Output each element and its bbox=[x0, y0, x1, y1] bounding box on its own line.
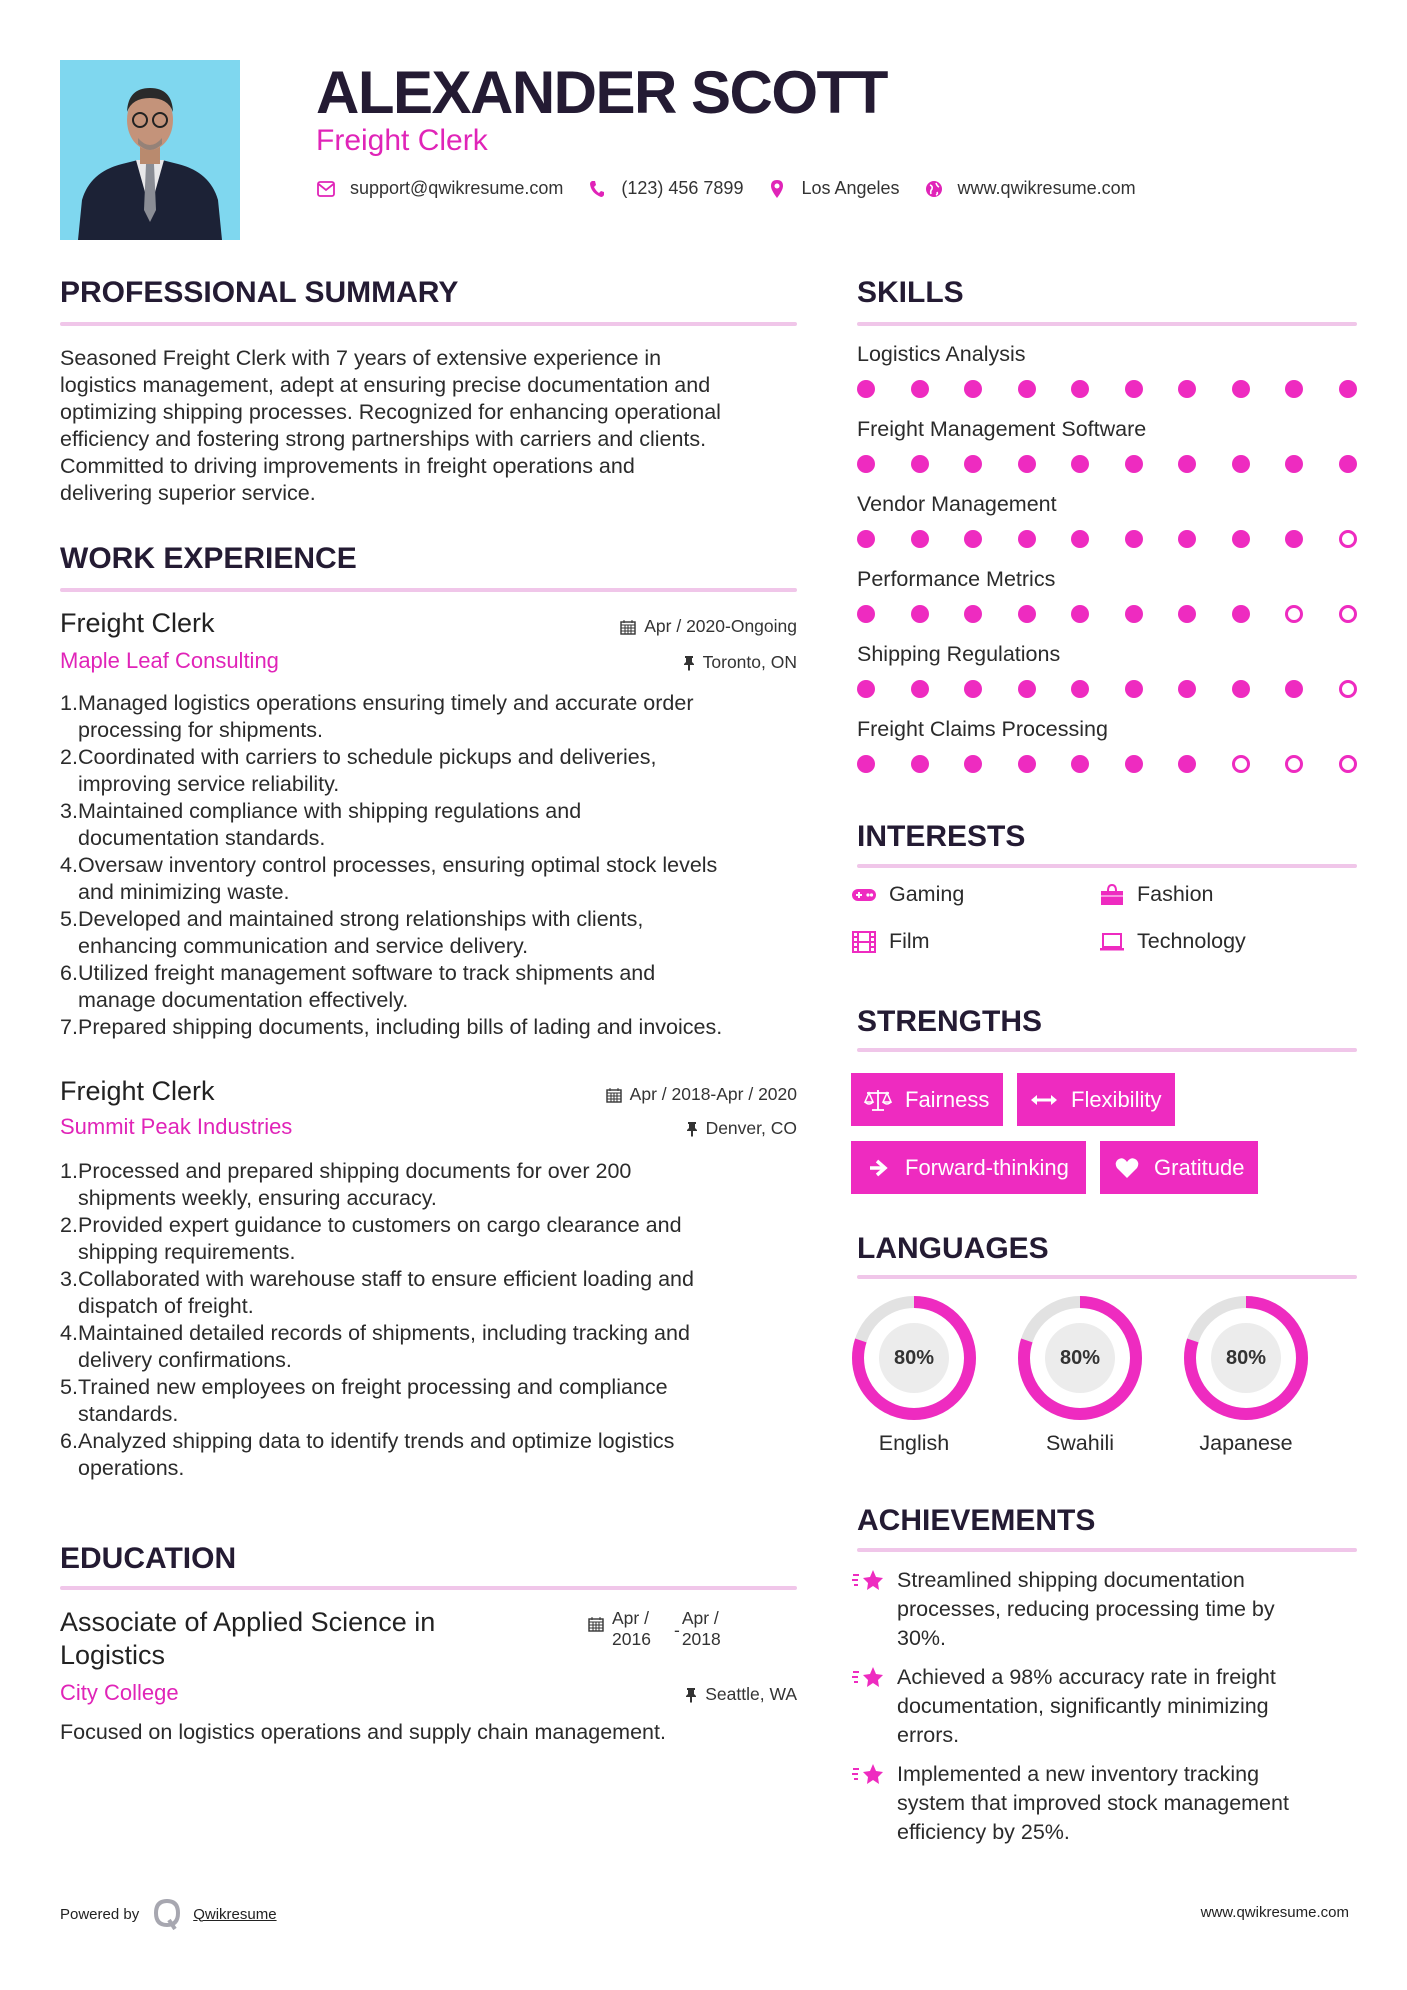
achievement-item: Streamlined shipping documentation processes, reducing processing time by 30%. bbox=[851, 1566, 1361, 1653]
rating-dot-filled bbox=[1232, 530, 1250, 548]
rating-dot-filled bbox=[857, 605, 875, 623]
strength-label: Fairness bbox=[905, 1086, 990, 1112]
strength-fairness bbox=[851, 1073, 1003, 1126]
rating-dot-filled bbox=[1232, 455, 1250, 473]
powered-by-label: Powered by bbox=[60, 1905, 140, 1923]
progress-ring bbox=[851, 1295, 977, 1421]
rating-dot-filled bbox=[1285, 530, 1303, 548]
rating-dot-filled bbox=[857, 455, 875, 473]
qwikresume-link[interactable]: Qwikresume bbox=[193, 1905, 277, 1923]
job-dates-text: Apr / 2020-Ongoing bbox=[644, 616, 797, 636]
skill-rating bbox=[857, 380, 1357, 398]
list-item: 7. Prepared shipping documents, including bills of lading and invoices. bbox=[60, 1015, 723, 1039]
skill-row bbox=[857, 642, 1357, 717]
company-name: Summit Peak Industries bbox=[60, 1114, 293, 1139]
rating-dot-filled bbox=[911, 605, 929, 623]
skill-row bbox=[857, 492, 1357, 567]
rating-dot-filled bbox=[1125, 755, 1143, 773]
footer-powered-by bbox=[60, 1898, 277, 1930]
location-text: Los Angeles bbox=[801, 178, 900, 198]
strength-label: Forward-thinking bbox=[905, 1154, 1069, 1180]
gamepad-icon bbox=[851, 884, 877, 906]
envelope-icon bbox=[316, 179, 336, 199]
interest-fashion bbox=[1099, 882, 1214, 907]
arrow-right-icon bbox=[863, 1157, 893, 1179]
skill-rating bbox=[857, 680, 1357, 698]
job-location bbox=[60, 1118, 797, 1139]
list-item: 4. Maintained detailed records of shipments, including tracking and delivery confirmations. bbox=[60, 1321, 690, 1372]
rating-dot-filled bbox=[964, 455, 982, 473]
section-title-interests: INTERESTS bbox=[857, 820, 1026, 853]
job-dates bbox=[60, 1084, 797, 1105]
rating-dot-filled bbox=[1125, 380, 1143, 398]
language-name: Swahili bbox=[1045, 1431, 1115, 1455]
rating-dot-filled bbox=[1339, 380, 1357, 398]
rating-dot-filled bbox=[1018, 680, 1036, 698]
education-dates bbox=[588, 1608, 721, 1650]
list-item: 5. Developed and maintained strong relationships with clients, enhancing communication and service delivery. bbox=[60, 907, 644, 958]
laptop-icon bbox=[1099, 931, 1125, 953]
job-bullets bbox=[60, 690, 797, 1041]
rating-dot-filled bbox=[964, 755, 982, 773]
rating-dot-filled bbox=[1178, 380, 1196, 398]
language-item bbox=[1017, 1295, 1143, 1456]
qwikresume-logo-icon bbox=[153, 1898, 181, 1930]
rating-dot-filled bbox=[911, 755, 929, 773]
candidate-name: ALEXANDER SCOTT bbox=[316, 59, 887, 126]
rating-dot-filled bbox=[1071, 530, 1089, 548]
rating-dot-filled bbox=[1232, 680, 1250, 698]
languages-list bbox=[851, 1295, 1309, 1456]
language-item bbox=[1183, 1295, 1309, 1456]
summary-line: efficiency and fostering strong partnerships with carriers and clients. bbox=[60, 427, 707, 451]
list-item: 6. Utilized freight management software to track shipments and manage documentation effectively. bbox=[60, 961, 656, 1012]
film-icon bbox=[851, 931, 877, 953]
section-divider bbox=[60, 1586, 797, 1590]
summary-text bbox=[60, 345, 797, 507]
interest-label: Film bbox=[889, 929, 930, 953]
skill-rating bbox=[857, 605, 1357, 623]
website-text: www.qwikresume.com bbox=[957, 178, 1136, 198]
education-end: Apr / 2018 bbox=[681, 1608, 721, 1649]
heart-icon bbox=[1112, 1157, 1142, 1179]
star-icon bbox=[851, 1663, 885, 1693]
achievement-item: Achieved a 98% accuracy rate in freight documentation, significantly minimizing errors. bbox=[851, 1663, 1361, 1750]
interest-gaming bbox=[851, 882, 964, 907]
calendar-icon bbox=[606, 1087, 622, 1103]
skill-row bbox=[857, 567, 1357, 642]
section-title-experience: WORK EXPERIENCE bbox=[60, 542, 357, 575]
language-item bbox=[851, 1295, 977, 1456]
section-title-summary: PROFESSIONAL SUMMARY bbox=[60, 276, 459, 309]
rating-dot-filled bbox=[1018, 605, 1036, 623]
section-divider bbox=[857, 1048, 1357, 1052]
summary-line: delivering superior service. bbox=[60, 481, 316, 505]
rating-dot-filled bbox=[1339, 455, 1357, 473]
progress-ring bbox=[1183, 1295, 1309, 1421]
rating-dot-filled bbox=[911, 680, 929, 698]
star-icon bbox=[851, 1760, 885, 1790]
rating-dot-filled bbox=[1178, 605, 1196, 623]
strength-label: Flexibility bbox=[1071, 1086, 1162, 1112]
footer-website[interactable]: www.qwikresume.com bbox=[1200, 1904, 1349, 1921]
rating-dot-empty bbox=[1285, 755, 1303, 773]
language-percent: 80% bbox=[1045, 1323, 1115, 1393]
candidate-title: Freight Clerk bbox=[316, 124, 488, 157]
rating-dot-empty bbox=[1339, 530, 1357, 548]
map-pin-icon bbox=[767, 179, 787, 199]
interest-technology bbox=[1099, 929, 1246, 954]
job-dates-text: Apr / 2018-Apr / 2020 bbox=[629, 1084, 797, 1104]
calendar-icon bbox=[588, 1616, 604, 1632]
section-divider bbox=[857, 1548, 1357, 1552]
rating-dot-filled bbox=[1125, 530, 1143, 548]
rating-dot-filled bbox=[1071, 755, 1089, 773]
education-description: Focused on logistics operations and supply chain management. bbox=[60, 1720, 666, 1744]
pushpin-icon bbox=[685, 1687, 697, 1703]
rating-dot-filled bbox=[964, 380, 982, 398]
rating-dot-filled bbox=[911, 380, 929, 398]
job-location-text: Denver, CO bbox=[705, 1118, 797, 1138]
skill-rating bbox=[857, 455, 1357, 473]
rating-dot-filled bbox=[1285, 455, 1303, 473]
rating-dot-filled bbox=[857, 680, 875, 698]
rating-dot-filled bbox=[1125, 605, 1143, 623]
job-location bbox=[60, 652, 797, 673]
rating-dot-filled bbox=[857, 530, 875, 548]
rating-dot-filled bbox=[857, 380, 875, 398]
rating-dot-filled bbox=[911, 530, 929, 548]
section-divider bbox=[857, 1275, 1357, 1279]
strength-gratitude bbox=[1100, 1141, 1258, 1194]
skill-rating bbox=[857, 530, 1357, 548]
section-divider bbox=[857, 322, 1357, 326]
rating-dot-filled bbox=[964, 680, 982, 698]
rating-dot-filled bbox=[1018, 455, 1036, 473]
summary-line: Seasoned Freight Clerk with 7 years of extensive experience in bbox=[60, 346, 662, 370]
skill-name: Freight Claims Processing bbox=[857, 717, 1108, 741]
skill-name: Logistics Analysis bbox=[857, 342, 1026, 366]
job-dates bbox=[60, 616, 797, 637]
rating-dot-filled bbox=[964, 605, 982, 623]
achievement-item: Implemented a new inventory tracking system that improved stock management efficiency by 25%. bbox=[851, 1760, 1361, 1847]
double-arrow-icon bbox=[1029, 1089, 1059, 1111]
strength-label: Gratitude bbox=[1154, 1154, 1245, 1180]
skill-rating bbox=[857, 755, 1357, 773]
list-item: 1. Managed logistics operations ensuring timely and accurate order processing for shipments. bbox=[60, 691, 694, 742]
rating-dot-filled bbox=[1178, 680, 1196, 698]
school-name: City College bbox=[60, 1680, 179, 1705]
section-title-education: EDUCATION bbox=[60, 1542, 237, 1575]
rating-dot-filled bbox=[911, 455, 929, 473]
job-bullets bbox=[60, 1158, 797, 1482]
strength-forward-thinking bbox=[851, 1141, 1086, 1194]
phone-text: (123) 456 7899 bbox=[621, 178, 744, 198]
job-title: Freight Clerk bbox=[60, 608, 215, 638]
contact-website[interactable] bbox=[924, 178, 1136, 199]
star-icon bbox=[851, 1566, 885, 1596]
job-title: Freight Clerk bbox=[60, 1076, 215, 1106]
summary-line: Committed to driving improvements in freight operations and bbox=[60, 454, 635, 478]
globe-icon bbox=[924, 179, 944, 199]
interest-label: Fashion bbox=[1137, 882, 1214, 906]
interest-film bbox=[851, 929, 930, 954]
language-name: English bbox=[878, 1431, 950, 1455]
achievements-list bbox=[851, 1566, 1361, 1847]
list-item: 2. Provided expert guidance to customers on cargo clearance and shipping requirements. bbox=[60, 1213, 682, 1264]
language-percent: 80% bbox=[879, 1323, 949, 1393]
skill-row bbox=[857, 342, 1357, 417]
rating-dot-filled bbox=[1125, 455, 1143, 473]
rating-dot-filled bbox=[1178, 455, 1196, 473]
skill-row bbox=[857, 717, 1357, 792]
rating-dot-filled bbox=[1178, 755, 1196, 773]
rating-dot-filled bbox=[1071, 680, 1089, 698]
pushpin-icon bbox=[686, 1121, 698, 1137]
interest-label: Technology bbox=[1137, 929, 1246, 953]
rating-dot-filled bbox=[1125, 680, 1143, 698]
calendar-icon bbox=[620, 619, 636, 635]
skill-name: Freight Management Software bbox=[857, 417, 1147, 441]
section-title-strengths: STRENGTHS bbox=[857, 1005, 1043, 1038]
language-name: Japanese bbox=[1199, 1431, 1293, 1455]
list-item: 3. Maintained compliance with shipping regulations and documentation standards. bbox=[60, 799, 582, 850]
company-name: Maple Leaf Consulting bbox=[60, 648, 279, 673]
email-text: support@qwikresume.com bbox=[350, 178, 564, 198]
list-item: 3. Collaborated with warehouse staff to ensure efficient loading and dispatch of freight. bbox=[60, 1267, 694, 1318]
rating-dot-empty bbox=[1339, 680, 1357, 698]
section-divider bbox=[60, 588, 797, 592]
rating-dot-empty bbox=[1339, 755, 1357, 773]
rating-dot-filled bbox=[1285, 380, 1303, 398]
contact-email[interactable] bbox=[316, 178, 563, 199]
summary-line: logistics management, adept at ensuring precise documentation and bbox=[60, 373, 711, 397]
rating-dot-filled bbox=[1018, 380, 1036, 398]
rating-dot-filled bbox=[1232, 605, 1250, 623]
language-percent: 80% bbox=[1211, 1323, 1281, 1393]
rating-dot-filled bbox=[1018, 530, 1036, 548]
rating-dot-filled bbox=[1178, 530, 1196, 548]
rating-dot-filled bbox=[1232, 380, 1250, 398]
list-item: 1. Processed and prepared shipping documents for over 200 shipments weekly, ensuring accuracy. bbox=[60, 1159, 632, 1210]
summary-line: optimizing shipping processes. Recognized for enhancing operational bbox=[60, 400, 721, 424]
rating-dot-empty bbox=[1339, 605, 1357, 623]
list-item: 2. Coordinated with carriers to schedule pickups and deliveries, improving service reliability. bbox=[60, 745, 657, 796]
rating-dot-filled bbox=[1071, 380, 1089, 398]
rating-dot-filled bbox=[857, 755, 875, 773]
list-item: 4. Oversaw inventory control processes, ensuring optimal stock levels and minimizing waste. bbox=[60, 853, 718, 904]
rating-dot-filled bbox=[1071, 455, 1089, 473]
section-title-skills: SKILLS bbox=[857, 276, 964, 309]
skill-row bbox=[857, 417, 1357, 492]
strength-flexibility bbox=[1017, 1073, 1175, 1126]
rating-dot-empty bbox=[1285, 605, 1303, 623]
skill-name: Shipping Regulations bbox=[857, 642, 1061, 666]
education-start: Apr / 2016 bbox=[612, 1608, 651, 1649]
section-divider bbox=[60, 322, 797, 326]
rating-dot-filled bbox=[964, 530, 982, 548]
education-location-text: Seattle, WA bbox=[705, 1684, 797, 1704]
shopping-bag-icon bbox=[1099, 884, 1125, 906]
rating-dot-filled bbox=[1071, 605, 1089, 623]
date-separator: - bbox=[674, 1620, 680, 1640]
education-location bbox=[60, 1684, 797, 1705]
skill-name: Performance Metrics bbox=[857, 567, 1056, 591]
job-location-text: Toronto, ON bbox=[702, 652, 797, 672]
list-item: 6. Analyzed shipping data to identify trends and optimize logistics operations. bbox=[60, 1429, 675, 1480]
contact-location bbox=[767, 178, 899, 199]
pushpin-icon bbox=[683, 655, 695, 671]
skill-name: Vendor Management bbox=[857, 492, 1057, 516]
rating-dot-filled bbox=[1285, 680, 1303, 698]
contact-bar bbox=[316, 178, 1160, 199]
rating-dot-filled bbox=[1018, 755, 1036, 773]
skills-list bbox=[857, 342, 1357, 792]
section-title-achievements: ACHIEVEMENTS bbox=[857, 1504, 1096, 1537]
progress-ring bbox=[1017, 1295, 1143, 1421]
section-divider bbox=[857, 864, 1357, 868]
degree-title: Associate of Applied Science in Logistics bbox=[60, 1607, 436, 1670]
contact-phone[interactable] bbox=[587, 178, 743, 199]
section-title-languages: LANGUAGES bbox=[857, 1232, 1049, 1265]
list-item: 5. Trained new employees on freight processing and compliance standards. bbox=[60, 1375, 668, 1426]
phone-icon bbox=[587, 179, 607, 199]
rating-dot-empty bbox=[1232, 755, 1250, 773]
balance-scale-icon bbox=[863, 1089, 893, 1111]
profile-photo bbox=[60, 60, 240, 240]
interest-label: Gaming bbox=[889, 882, 965, 906]
